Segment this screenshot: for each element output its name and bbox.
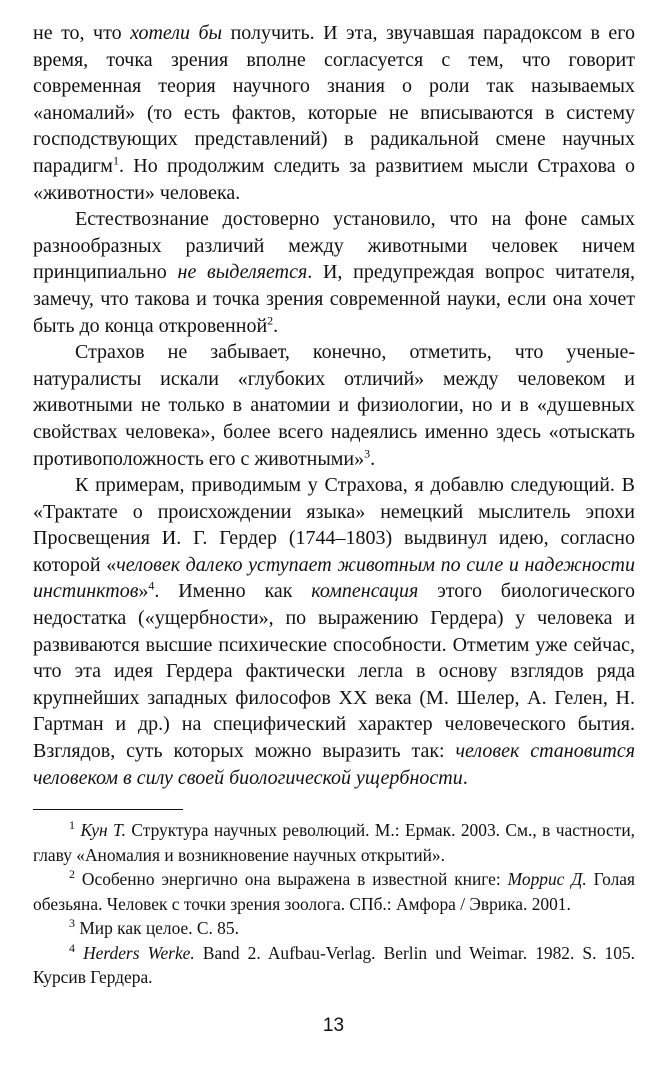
footnote-marker: 3 <box>364 445 371 460</box>
footnotes <box>33 818 635 990</box>
text-run: этого биологического недостатка («ущербности», по выражению Гердера) у человека и развиваются высшие психические способности. Отметим уже сейчас, что эта идея Гердера фактически легла в основу взглядов ряда крупнейших западных философов XX века (М. Шелер, А. Гелен, Н. Гартман и др.) на специфический характер человеческого бытия. Взглядов, суть которых можно выразить так: <box>33 580 636 763</box>
italic-text: Herders Werke. <box>83 942 195 963</box>
paragraph-3 <box>33 339 635 472</box>
text-run: . Но продолжим следить за развитием мысли Страхова о «животности» человека. <box>33 154 635 204</box>
footnote-4 <box>33 941 635 990</box>
text-run: получить. И эта, звучавшая парадоксом в его время, точка зрения вполне согласуется с тем, что говорит современная теория научного знания о роли так называемых «аномалий» (то есть фактов, которые не вписываются в систему господствующих представлений) в радикальной смене научных парадигм <box>33 22 635 177</box>
text-run: не то, что <box>33 22 131 44</box>
text-run: . <box>462 766 468 789</box>
italic-text: компенсация <box>311 580 419 603</box>
text-run: Страхов не забывает, конечно, отметить, что ученые-натуралисты искали «глубоких отличий» между человеком и животными не только в анатомии и физиологии, но и в «душевных свойствах человека», более всего надеялись именно здесь «отыскать противоположность его с животными» <box>33 341 635 470</box>
text-run <box>75 943 83 963</box>
text-run: Мир как целое. С. 85. <box>75 918 239 939</box>
footnote-marker: 2 <box>69 867 75 882</box>
paragraph-4 <box>33 472 635 791</box>
footnote-marker: 4 <box>148 578 155 593</box>
italic-text: человек становится человеком в силу своей биологической ущербности <box>33 740 636 789</box>
footnote-divider <box>33 809 183 810</box>
footnote-marker: 3 <box>69 916 75 931</box>
text-run: К примерам, приводимым у Страхова, я добавлю следующий. В «Трактате о происхождении языка» немецкий мыслитель эпохи Просвещения И. Г. Гердер (1744–1803) выдвинул идею, согласно которой « <box>33 474 635 576</box>
text-run: . <box>273 314 279 337</box>
paragraph-1 <box>33 20 635 206</box>
footnote-marker: 4 <box>69 940 75 955</box>
italic-text: Моррис Д. <box>507 869 587 890</box>
italic-text: Кун Т. <box>80 820 126 841</box>
text-run: Естествознание достоверно установило, что на фоне самых разнообразных различий между животными человек ничем принципиально <box>33 208 635 284</box>
page-number: 13 <box>322 1015 345 1036</box>
book-page <box>33 20 635 990</box>
text-run: Голая обезьяна. Человек с точки зрения зоолога. СПб.: Амфора / Эврика. 2001. <box>33 869 635 914</box>
text-run: Band 2. Aufbau-Verlag. Berlin und Weimar. 1982. S. 105. Курсив Гердера. <box>33 942 635 988</box>
text-run: Особенно энергично она выражена в известной книге: <box>75 869 508 890</box>
footnote-marker: 1 <box>112 153 119 168</box>
footnote-1 <box>33 818 635 867</box>
italic-text: человек далеко уступает животным по силе и надежности инстинктов <box>33 553 635 603</box>
text-run: . Именно как <box>154 580 312 603</box>
body-text <box>33 20 635 791</box>
text-run: » <box>138 580 149 603</box>
italic-text: не выделяется <box>177 261 308 284</box>
italic-text: хотели бы <box>130 22 223 44</box>
footnote-marker: 1 <box>69 818 75 833</box>
footnote-marker: 2 <box>267 312 274 327</box>
paragraph-2 <box>33 206 635 339</box>
footnote-3 <box>33 916 635 941</box>
text-run: Структура научных революций. М.: Ермак. 2003. См., в частности, главу «Аномалия и возникновение научных открытий». <box>33 820 635 865</box>
text-run: . <box>370 447 376 470</box>
text-run: . И, предупреждая вопрос читателя, замечу, что такова и точка зрения современной науки, если она хочет быть до конца откровенной <box>33 261 636 337</box>
footnote-2 <box>33 867 635 916</box>
